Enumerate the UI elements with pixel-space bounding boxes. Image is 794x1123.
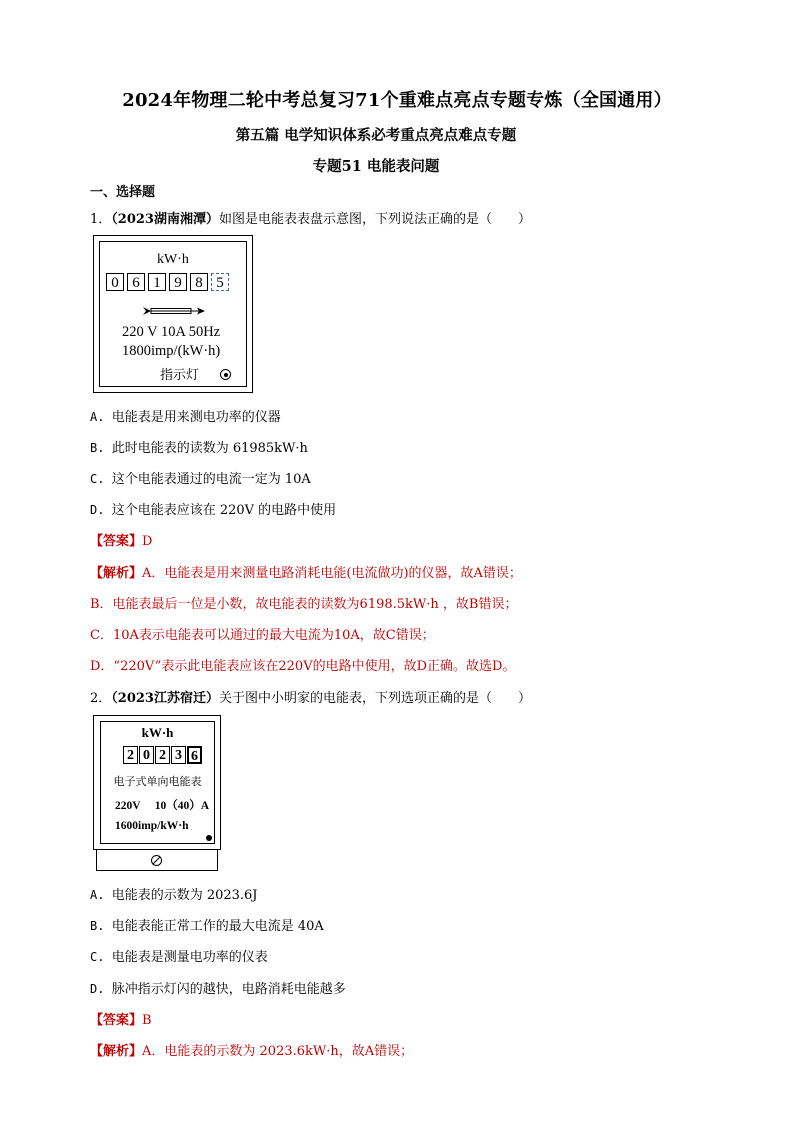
meter-spec-rating: 220 V 10A 50Hz (122, 324, 221, 340)
q2-option-c: C. 电能表是测量电功率的仪表 (90, 950, 268, 965)
meter-digit: 0 (106, 273, 124, 291)
meter-digit: 6 (127, 273, 145, 291)
question-source: （2023江苏宿迁） (111, 691, 219, 706)
q2-answer: 【答案】B (90, 1013, 152, 1028)
meter-spec-imp: 1800imp/(kW·h) (122, 343, 221, 359)
meter-unit: kW·h (141, 725, 174, 740)
meter-digits (106, 273, 232, 291)
topic-title: 专题51 电能表问题 (312, 158, 440, 175)
indicator-light-icon (220, 369, 231, 380)
meter-2-terminal-base (96, 850, 218, 871)
q1-option-b: B. 此时电能表的读数为 61985kW·h (90, 441, 308, 456)
meter-digit: 3 (171, 746, 186, 764)
meter-digit: 1 (148, 273, 166, 291)
question-1-stem (90, 208, 531, 227)
meter-digit: 0 (139, 746, 154, 764)
question-text: 如图是电能表表盘示意图，下列说法正确的是（ ） (218, 212, 531, 227)
question-number: 2． (90, 691, 112, 706)
q2-option-d: D. 脉冲指示灯闪的越快，电路消耗电能越多 (90, 982, 346, 997)
question-number: 1． (90, 212, 112, 227)
meter-digit: 9 (169, 273, 187, 291)
meter-2-diagram (93, 715, 221, 850)
part-title: 第五篇 电学知识体系必考重点亮点难点专题 (235, 127, 517, 144)
meter-digit: 8 (190, 273, 208, 291)
document-title: 2024年物理二轮中考总复习71个重难点亮点专题专炼（全国通用） (122, 90, 672, 111)
screw-icon (151, 855, 162, 866)
q1-analysis-line: 【解析】A．电能表是用来测量电路消耗电能(电流做功)的仪器，故A错误； (90, 566, 522, 581)
meter-digit-decimal: 5 (211, 273, 229, 291)
meter-digit: 2 (123, 746, 138, 764)
meter-type-label: 电子式单向电能表 (113, 775, 202, 788)
q1-option-d: D. 这个电能表应该在 220V 的电路中使用 (90, 503, 337, 518)
meter-2-face (100, 721, 215, 844)
meter-spec-rating: 220V 10（40）A (115, 800, 210, 812)
meter-1-diagram (93, 235, 253, 393)
q2-option-b: B. 电能表能正常工作的最大电流是 40A (90, 919, 324, 934)
indicator-light-label: 指示灯 (160, 368, 200, 383)
q1-option-c: C. 这个电能表通过的电流一定为 10A (90, 472, 311, 487)
q1-analysis-line: C．10A表示电能表可以通过的最大电流为10A，故C错误； (90, 628, 435, 643)
q1-analysis-line: D．“220V”表示此电能表应该在220V的电路中使用，故D正确。故选D。 (90, 659, 516, 674)
meter-1-face (99, 241, 247, 387)
question-source: （2023湖南湘潭） (111, 212, 219, 227)
q2-analysis-line: 【解析】A．电能表的示数为 2023.6kW·h，故A错误； (90, 1044, 414, 1059)
question-text: 关于图中小明家的电能表，下列选项正确的是（ ） (218, 691, 531, 706)
q1-option-a: A. 电能表是用来测电功率的仪器 (90, 410, 281, 425)
question-2-stem (90, 687, 531, 706)
section-title: 一、选择题 (90, 185, 156, 200)
q1-answer: 【答案】D (90, 534, 153, 549)
q2-option-a: A. 电能表的示数为 2023.6J (90, 888, 258, 903)
meter-digit-decimal: 6 (187, 746, 202, 764)
pulse-light-icon (206, 835, 212, 841)
meter-digits (123, 746, 203, 764)
rotation-arrow-icon (143, 305, 205, 317)
q1-analysis-line: B．电能表最后一位是小数，故电能表的读数为6198.5kW·h ，故B错误； (90, 597, 518, 612)
meter-spec-imp: 1600imp/kW·h (115, 820, 189, 832)
meter-unit: kW·h (157, 252, 189, 267)
meter-digit: 2 (155, 746, 170, 764)
